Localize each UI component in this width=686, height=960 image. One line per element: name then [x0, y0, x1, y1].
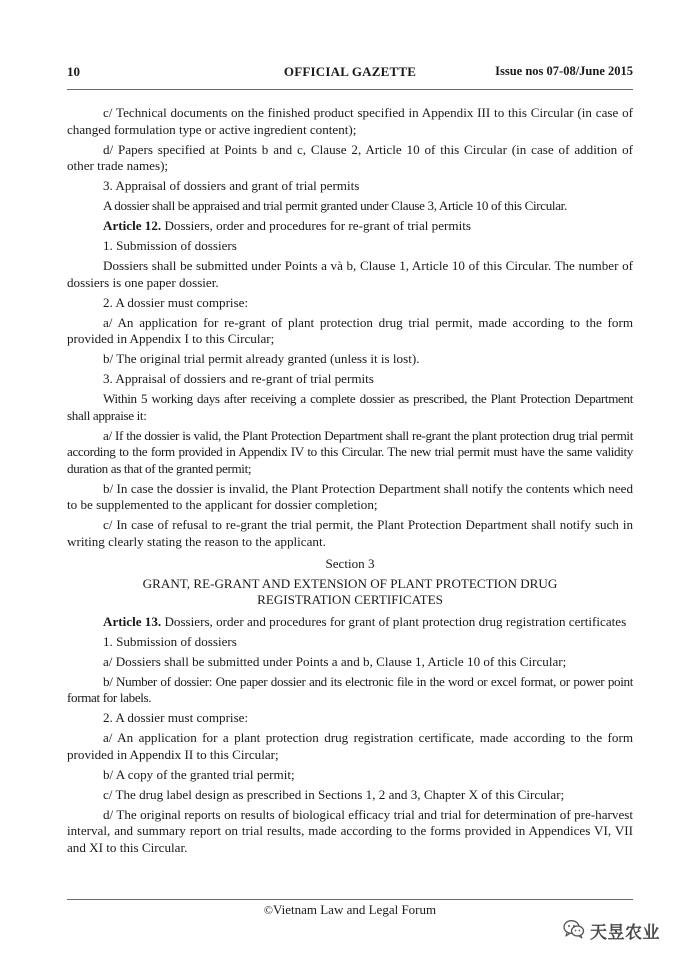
paragraph: b/ The original trial permit already granted (unless it is lost).	[103, 351, 420, 366]
article-12-label: Article 12.	[103, 218, 162, 233]
watermark	[563, 917, 673, 943]
paragraph: 1. Submission of dossiers	[103, 238, 237, 253]
paragraph: a/ If the dossier is valid, the Plant Protection Department shall re-grant the plant protection drug trial permit according to the form provided in Appendix IV to this Circular. The new trial permit must have the same validity duration as that of the granted permit;	[67, 427, 633, 476]
paragraph: b/ In case the dossier is invalid, the Plant Protection Department shall notify the contents which need to be supplemented to the applicant for dossier completion;	[67, 480, 633, 512]
paragraph: d/ The original reports on results of biological efficacy trial and trial for determination of pre-harvest interval, and summary report on trial results, made according to the forms provided in Appendices VI, VII and XI to this Circular.	[67, 806, 633, 855]
header-rule	[67, 89, 633, 90]
paragraph: 3. Appraisal of dossiers and grant of trial permits	[103, 178, 360, 193]
paragraph: a/ An application for a plant protection drug registration certificate, made according to the form provided in Appendix II to this Circular;	[67, 730, 633, 762]
paragraph: Within 5 working days after receiving a complete dossier as prescribed, the Plant Protection Department shall appraise it:	[67, 391, 633, 423]
paragraph: Dossiers shall be submitted under Points a và b, Clause 1, Article 10 of this Circular. The number of dossiers is one paper dossier.	[67, 258, 633, 290]
page-footer	[67, 902, 633, 918]
paragraph: 2. A dossier must comprise:	[103, 710, 249, 725]
footer-rule	[67, 899, 633, 900]
paragraph: c/ In case of refusal to re-grant the trial permit, the Plant Protection Department shall notify such in writing clearly stating the reason to the applicant.	[67, 517, 633, 549]
paragraph: 2. A dossier must comprise:	[103, 294, 249, 310]
paragraph: d/ Papers specified at Points b and c, Clause 2, Article 10 of this Circular (in case of addition of other trade names);	[67, 141, 633, 173]
page-body	[67, 105, 633, 860]
paragraph: 1. Submission of dossiers	[103, 633, 237, 649]
article-13-heading	[67, 614, 633, 631]
paragraph: b/ A copy of the granted trial permit;	[103, 766, 295, 782]
issue-label: Issue nos 07-08/June 2015	[495, 64, 633, 78]
section-title: GRANT, RE-GRANT AND EXTENSION OF PLANT PROTECTION DRUG REGISTRATION CERTIFICATES	[142, 575, 558, 607]
watermark-text: 天昱农业	[590, 923, 660, 943]
copyright-icon: ©	[263, 903, 273, 917]
article-12-heading	[67, 218, 633, 235]
paragraph: 3. Appraisal of dossiers and re-grant of trial permits	[103, 371, 374, 386]
page-number: 10	[67, 64, 80, 79]
footer-text: Vietnam Law and Legal Forum	[273, 902, 437, 917]
section-label: Section 3	[325, 556, 375, 571]
paragraph: a/ An application for re-grant of plant protection drug trial permit, made according to the form provided in Appendix I to this Circular;	[67, 314, 633, 346]
article-13-label: Article 13.	[103, 613, 162, 629]
page-header	[67, 64, 633, 84]
paragraph: b/ Number of dossier: One paper dossier and its electronic file in the word or excel format, or power point format for labels.	[67, 673, 633, 705]
article-12-title: Dossiers, order and procedures for re-grant of trial permits	[161, 218, 471, 233]
paragraph: c/ Technical documents on the finished product specified in Appendix III to this Circular (in case of changed formulation type or active ingredient content);	[67, 105, 633, 137]
paragraph: a/ Dossiers shall be submitted under Points a and b, Clause 1, Article 10 of this Circular;	[103, 653, 567, 669]
paragraph: A dossier shall be appraised and trial permit granted under Clause 3, Article 10 of this Circular.	[103, 198, 567, 213]
wechat-icon	[563, 919, 585, 939]
paragraph: c/ The drug label design as prescribed in Sections 1, 2 and 3, Chapter X of this Circular;	[103, 786, 565, 802]
gazette-title: OFFICIAL GAZETTE	[283, 64, 417, 79]
article-13-title: Dossiers, order and procedures for grant of plant protection drug registration certificates	[161, 613, 627, 629]
